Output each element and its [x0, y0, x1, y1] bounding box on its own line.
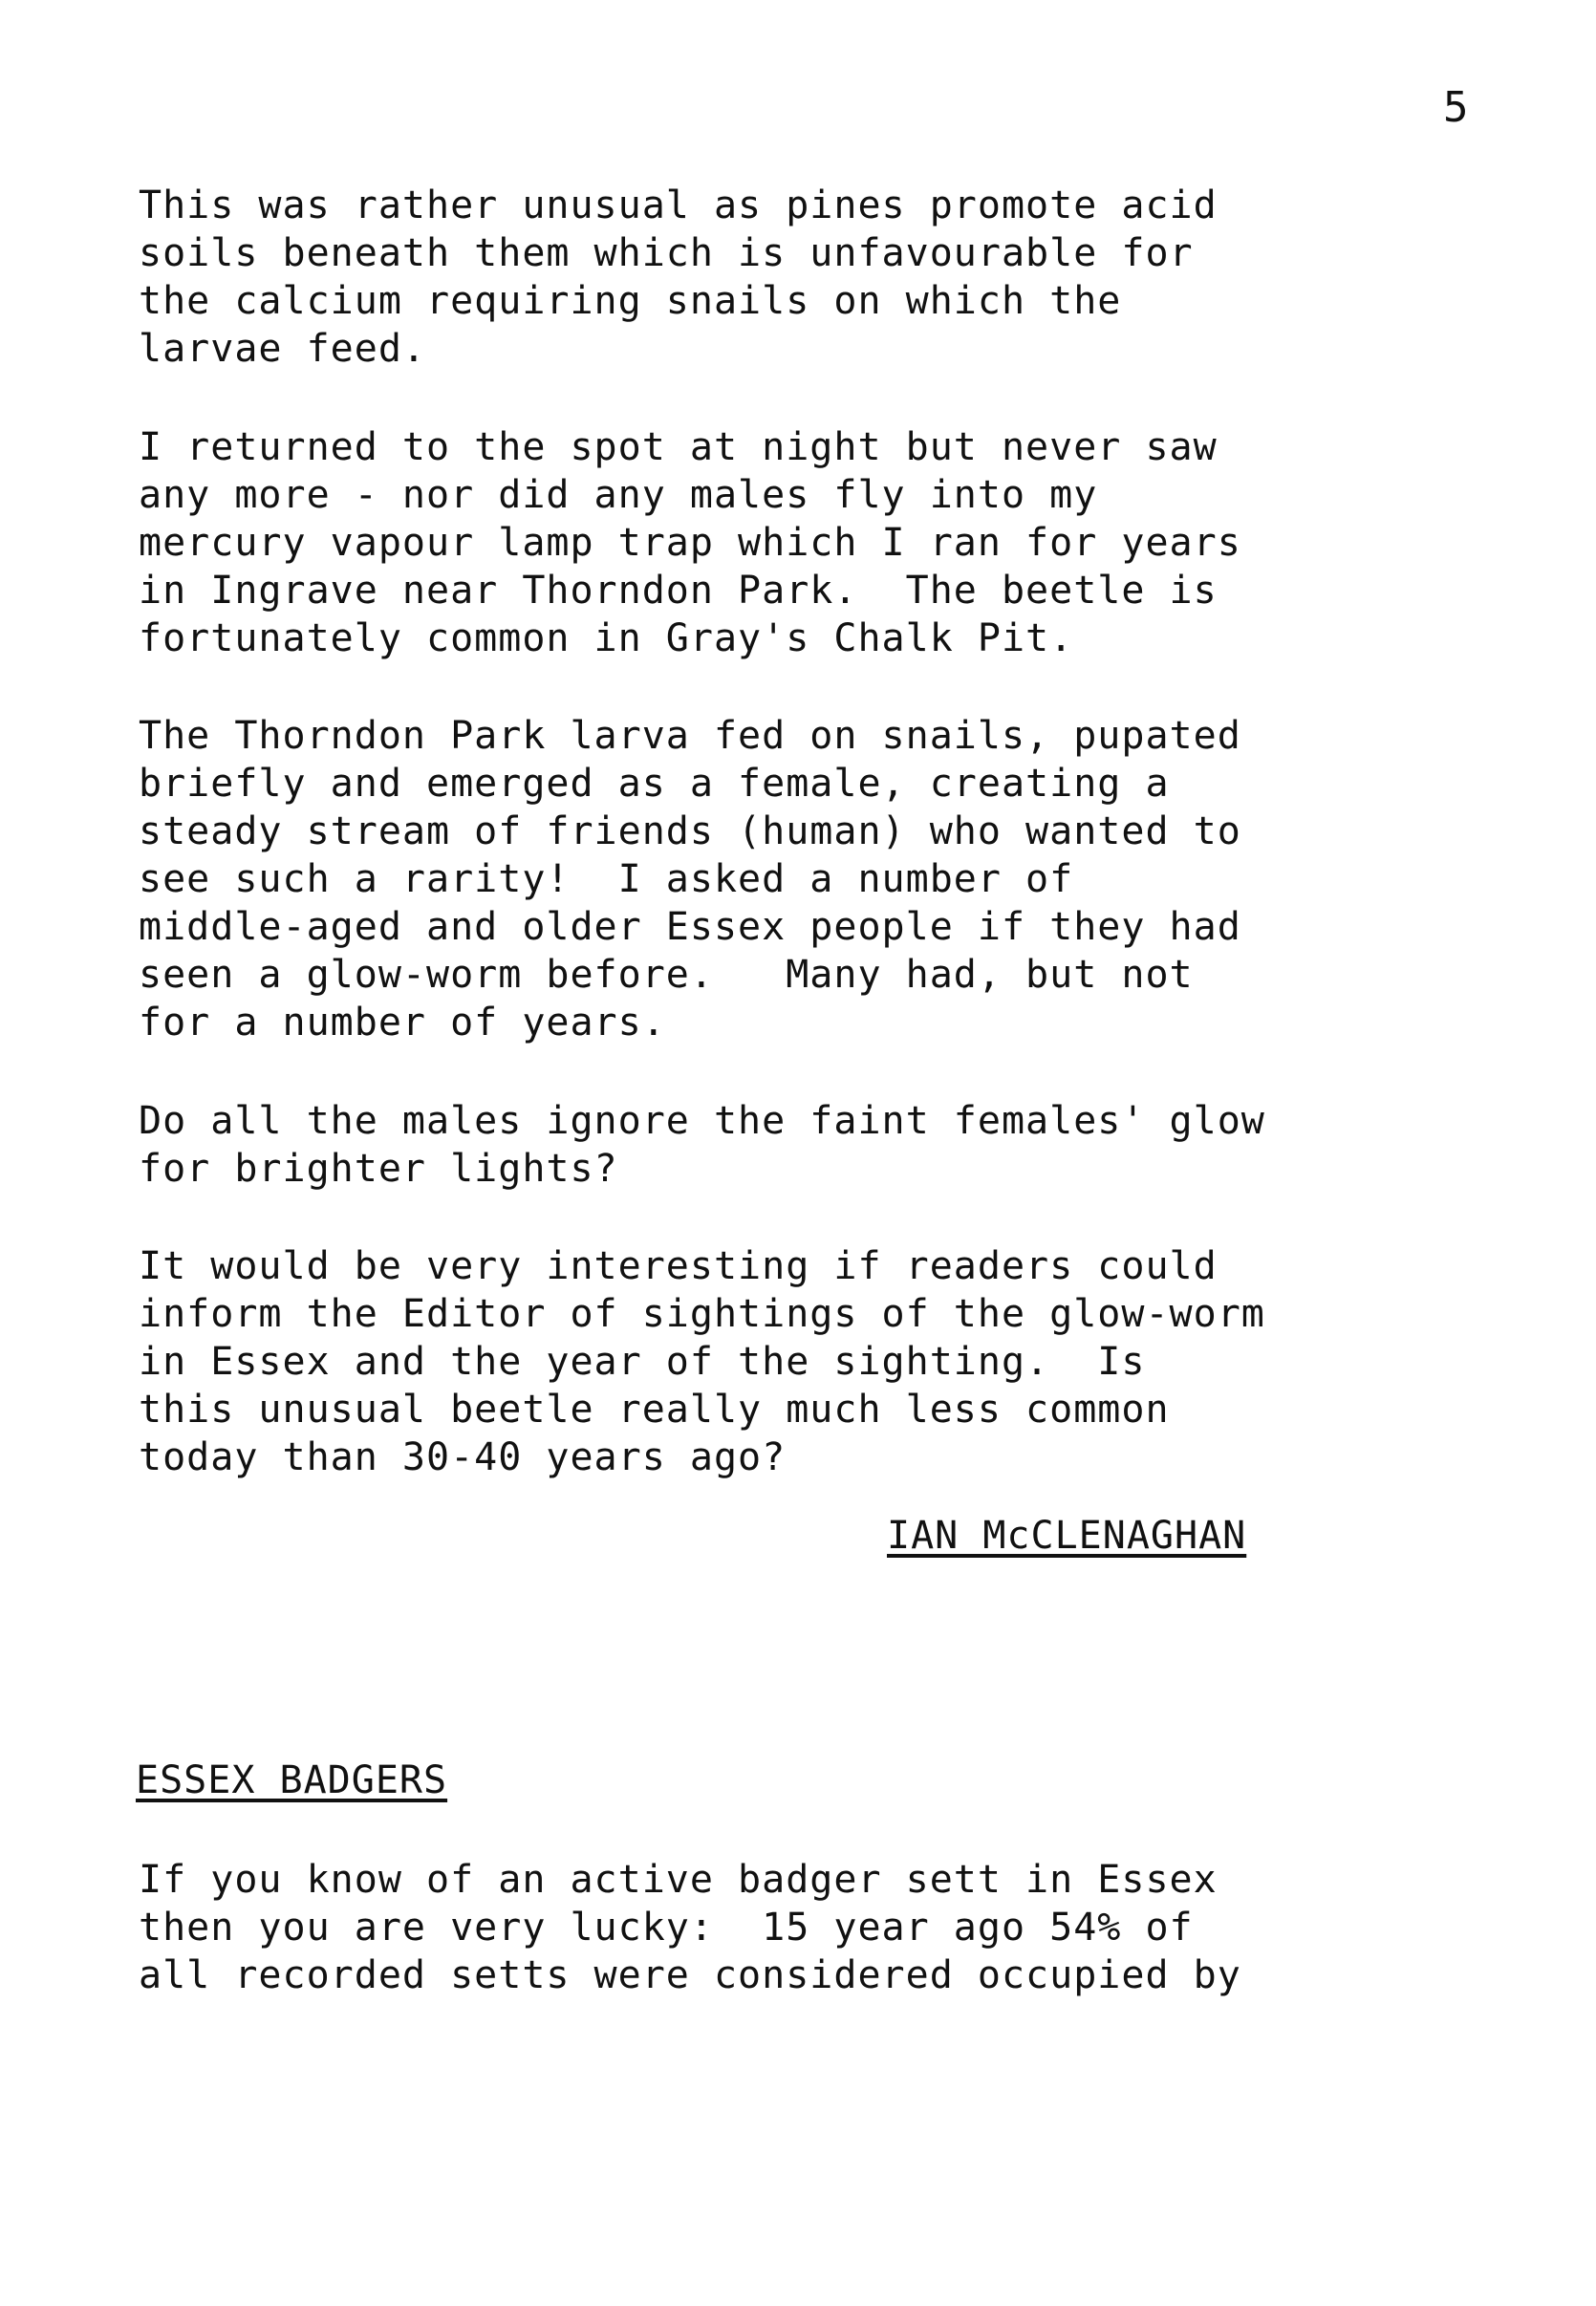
badger-paragraph-1: If you know of an active badger sett in Essex then you are very lucky: 15 year ago 54% of all recorded setts were considered occupied by [139, 1858, 1241, 1997]
page-number: 5 [1443, 83, 1469, 132]
article-paragraph-5: It would be very interesting if readers could inform the Editor of sightings of the glow-worm in Essex and the year of the sighting. Is this unusual beetle really much less common today than 30-40 years ago? [139, 1244, 1265, 1479]
article-paragraph-2: I returned to the spot at night but never saw any more - nor did any males fly into my mercury vapour lamp trap which I ran for years in Ingrave near Thorndon Park. The beetle is fortunately common in Gray's Chalk Pit. [139, 425, 1241, 660]
article-paragraph-3: The Thorndon Park larva fed on snails, pupated briefly and emerged as a female, creating a steady stream of friends (human) who wanted to see such a rarity! I asked a number of middle-aged and older Essex people if they had seen a glow-worm before. Many had, but not for a number of years. [139, 714, 1241, 1045]
article-paragraph-4: Do all the males ignore the faint females' glow for brighter lights? [139, 1099, 1265, 1191]
author-signature: IAN McCLENAGHAN [887, 1514, 1247, 1558]
article-paragraph-1: This was rather unusual as pines promote acid soils beneath them which is unfavourable for the calcium requiring snails on which the larvae feed. [139, 183, 1218, 371]
section-heading: ESSEX BADGERS [136, 1758, 448, 1802]
